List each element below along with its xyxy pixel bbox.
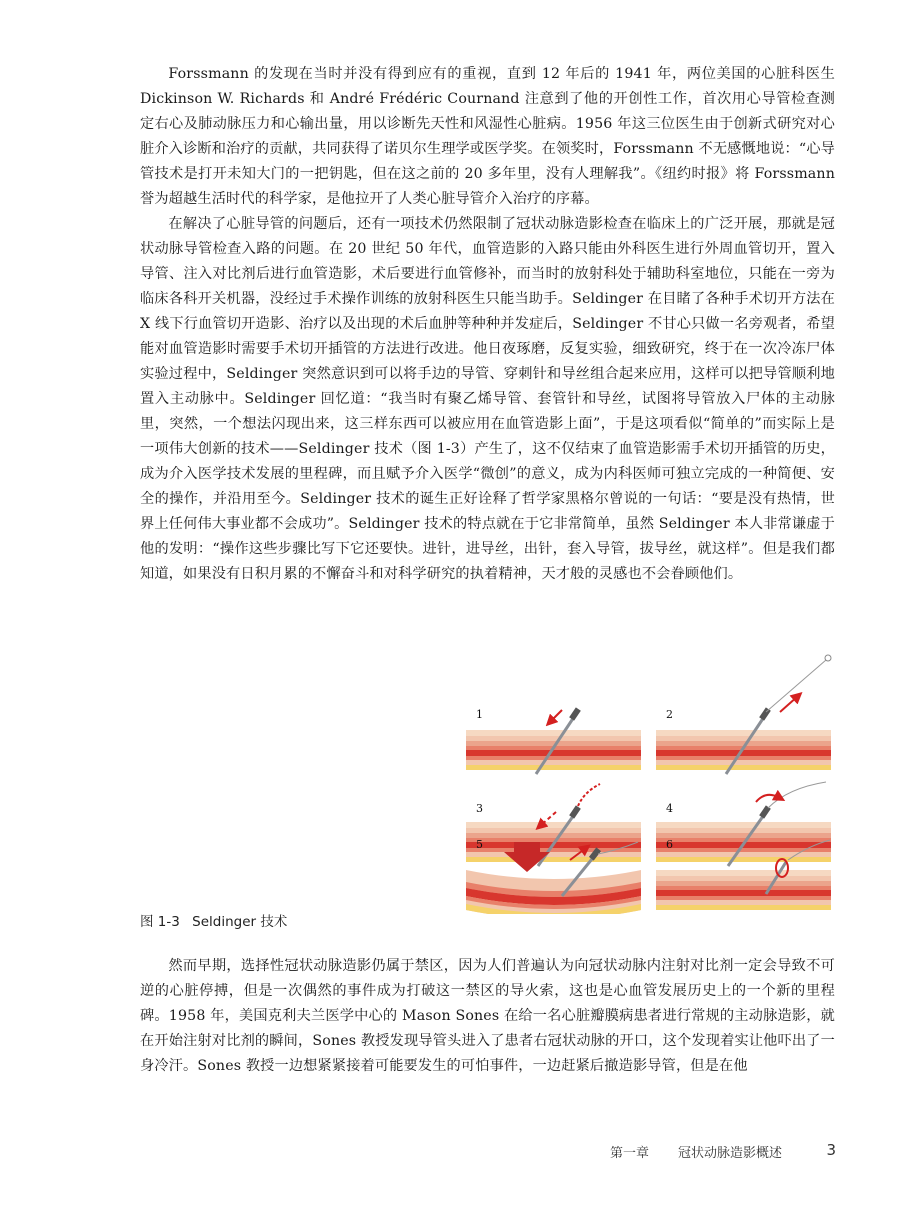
footer-chapter-title: 冠状动脉造影概述 [678,1146,783,1161]
panel-1 [466,707,641,774]
caption-text: Seldinger 技术 [192,914,288,930]
panel-2-label: 2 [666,708,673,721]
guidewire-icon [766,660,826,712]
arrow-icon [550,710,562,722]
panel-1-label: 1 [476,708,483,721]
seldinger-steps-illustration [466,652,842,914]
page-footer [560,1142,840,1166]
panel-5-label: 5 [476,838,483,851]
panel-4 [656,782,831,866]
arrow-icon [780,696,798,712]
panel-3-label: 3 [476,802,483,815]
paragraph-seldinger: 在解决了心脏导管的问题后，还有一项技术仍然限制了冠状动脉造影检查在临床上的广泛开展，那就是冠状动脉导管检查入路的问题。在 20 世纪 50 年代，血管造影的入路只能由外科医生进行外周血管切开，置入导管、注入对比剂后进行血管造影，术后要进行血管修补，而当时的放射科处于辅助科室地位，只能在一旁为临床各科开关机器，没经过手术操作训练的放射科医生只能当助手。Seldinger 在目睹了各种手术切开方法在 X 线下行血管切开造影、治疗以及出现的术后血肿等种种并发症后，Seldinger 不甘心只做一名旁观者，希望能对血管造影时需要手术切开插管的方法进行改进。他日夜琢磨，反复实验，细致研究，终于在一次冷冻尸体实验过程中，Seldinger 突然意识到可以将手边的导管、穿刺针和导丝组合起来应用，这样可以把导管顺利地置入主动脉中。Seldinger 回忆道：“我当时有聚乙烯导管、套管针和导丝，试图将导管放入尸体的主动脉里，突然，一个想法闪现出来，这三样东西可以被应用在血管造影上面”，于是这项看似“简单的”而实际上是一项伟大创新的技术——Seldinger 技术（图 1-3）产生了，这不仅结束了血管造影需手术切开插管的历史，成为介入医学技术发展的里程碑，而且赋予介入医学“微创”的意义，成为内科医师可独立完成的一种简便、安全的操作，并沿用至今。Seldinger 技术的诞生正好诠释了哲学家黑格尔曾说的一句话：“要是没有热情，世界上任何伟大事业都不会成功”。Seldinger 技术的特点就在于它非常简单，虽然 Seldinger 本人非常谦虚于他的发明：“操作这些步骤比写下它还要快。进针，进导丝，出针，套入导管，拔导丝，就这样”。但是我们都知道，如果没有日积月累的不懈奋斗和对科学研究的执着精神，天才般的灵感也不会眷顾他们。 [140,216,835,582]
panel-6-label: 6 [666,838,673,851]
paragraph-sones: 然而早期，选择性冠状动脉造影仍属于禁区，因为人们普遍认为向冠状动脉内注射对比剂一定会导致不可逆的心脏停搏，但是一次偶然的事件成为打破这一禁区的导火索，这也是心血管发展历史上的一个新的里程碑。1958 年，美国克利夫兰医学中心的 Mason Sones 在给一名心脏瓣膜病患者进行常规的主动脉造影，就在开始注射对比剂的瞬间，Sones 教授发现导管头进入了患者右冠状动脉的开口，这个发现着实让他吓出了一身冷汗。Sones 教授一边想紧紧接着可能要发生的可怕事件，一边赶紧后撤造影导管，但是在他 [140,958,835,1074]
panel-3 [466,784,641,866]
guidewire-icon [768,782,826,808]
figure-seldinger-technique [466,652,842,914]
footer-chapter: 第一章 [610,1146,650,1161]
caption-number: 图 1-3 [140,914,180,930]
figure-caption [140,910,287,930]
page-number: 3 [826,1141,836,1159]
blood-spurt-icon [578,784,600,806]
panel-2 [656,655,831,774]
panel-4-label: 4 [666,802,673,815]
paragraph-forssmann: Forssmann 的发现在当时并没有得到应有的重视，直到 12 年后的 1941 年，两位美国的心脏科医生 Dickinson W. Richards 和 André Frédéric Cournand 注意到了他的开创性工作，首次用心导管检查测定右心及肺动脉压力和心输出量，用以诊断先天性和风湿性心脏病。1956 年这三位医生由于创新式研究对心脏介入诊断和治疗的贡献，共同获得了诺贝尔生理学或医学奖。在领奖时，Forssmann 不无感慨地说：“心导管技术是打开未知大门的一把钥匙，但在这之前的 20 多年里，没有人理解我”。《纽约时报》将 Forssmann 誉为超越生活时代的科学家，是他拉开了人类心脏导管介入治疗的序幕。 [140,66,835,207]
